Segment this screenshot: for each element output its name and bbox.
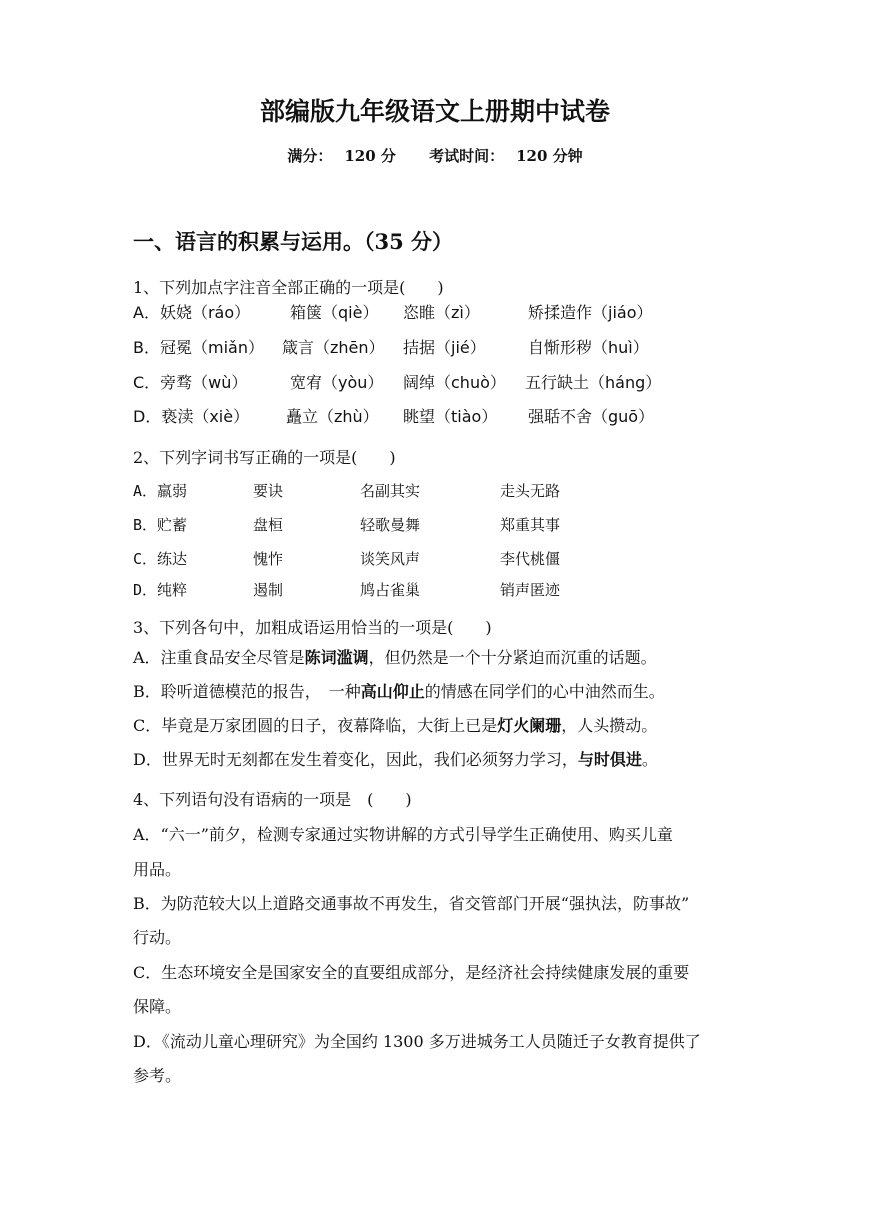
q2-option-d-3: 鸠占雀巢 <box>360 581 421 599</box>
q4-option-a-line1: A．“六一”前夕，检测专家通过实物讲解的方式引导学生正确使用、购买儿童 <box>133 825 673 844</box>
q2-option-c-2: 愧怍 <box>253 550 284 568</box>
question-1-stem: 1、下列加点字注音全部正确的一项是( ) <box>133 278 444 297</box>
q1-option-d-2: 矗立（zhù） <box>286 407 379 426</box>
q4-option-c-line1: C．生态环境安全是国家安全的直要组成部分，是经济社会持续健康发展的重要 <box>133 963 690 982</box>
q4-option-a-line2: 用品。 <box>133 860 182 879</box>
q3-option-c-post: ，人头攒动。 <box>561 716 658 735</box>
q2-option-c-3: 谈笑风声 <box>360 550 421 568</box>
q1-option-d-3: 眺望（tiào） <box>403 407 498 426</box>
q3-option-c <box>133 713 657 736</box>
q1-option-a-4: 矫揉造作（jiáo） <box>528 303 653 322</box>
time-label: 考试时间： <box>429 147 505 165</box>
q2-option-a-2: 要诀 <box>253 482 284 500</box>
page-title: 部编版九年级语文上册期中试卷 <box>259 97 610 126</box>
q2-option-b-2: 盘桓 <box>253 516 284 534</box>
q4-option-d-line2: 参考。 <box>133 1066 182 1085</box>
q2-option-a-1: A．羸弱 <box>133 482 188 500</box>
q2-option-b-4: 郑重其事 <box>500 516 561 534</box>
q3-option-b-idiom: 高山仰止 <box>360 682 425 701</box>
q2-option-c-1: C．练达 <box>133 550 188 568</box>
q3-option-a-post: ，但仍然是一个十分紧迫而沉重的话题。 <box>368 648 657 667</box>
q1-option-c-4: 五行缺土（háng） <box>525 373 662 392</box>
q2-option-b-1: B．贮蓄 <box>133 516 188 534</box>
q2-option-d-1: D．纯粹 <box>133 581 188 599</box>
q1-option-b-4: 自惭形秽（huì） <box>528 338 649 357</box>
q2-option-a-4: 走头无路 <box>500 482 561 500</box>
q3-option-a-idiom: 陈词滥调 <box>304 648 369 667</box>
question-3-stem: 3、下列各句中，加粗成语运用恰当的一项是( ) <box>133 618 492 637</box>
q4-option-b-line1: B．为防范较大以上道路交通事故不再发生，省交管部门开展“强执法，防事故” <box>133 894 690 913</box>
q4-option-d-line1: D．《流动儿童心理研究》为全国约 1300 多万进城务工人员随迁子女教育提供了 <box>133 1032 701 1051</box>
q3-option-c-idiom: 灯火阑珊 <box>497 716 562 735</box>
full-score-value: 120 分 <box>344 147 396 165</box>
q1-option-c-2: 宽宥（yòu） <box>290 373 384 392</box>
q2-option-b-3: 轻歌曼舞 <box>360 516 421 534</box>
full-score-label: 满分： <box>287 147 333 165</box>
q3-option-d-pre: D．世界无时无刻都在发生着变化，因此，我们必须努力学习， <box>133 750 578 769</box>
q3-option-d-post: 。 <box>641 750 658 769</box>
q1-option-a-3: 恣睢（zì） <box>403 303 480 322</box>
exam-meta <box>0 145 870 166</box>
question-2-stem: 2、下列字词书写正确的一项是( ) <box>133 448 396 467</box>
q3-option-a <box>133 645 657 668</box>
q3-option-b <box>133 679 665 702</box>
q1-option-d-4: 强聒不舍（guō） <box>528 407 655 426</box>
q1-option-b-2: 箴言（zhēn） <box>282 338 385 357</box>
q4-option-b-line2: 行动。 <box>133 928 182 947</box>
q1-option-b-1: B．冠冕（miǎn） <box>133 338 264 357</box>
q3-option-b-post: 的情感在同学们的心中油然而生。 <box>424 682 665 701</box>
q2-option-d-2: 遏制 <box>253 581 284 599</box>
q1-option-c-1: C．旁骛（wù） <box>133 373 248 392</box>
q1-option-a-1: A．妖娆（ráo） <box>133 303 251 322</box>
section-heading: 一、语言的积累与运用。（35 分） <box>133 229 454 254</box>
q3-option-b-pre: B．聆听道德模范的报告， 一种 <box>133 682 361 701</box>
q4-option-c-line2: 保障。 <box>133 997 182 1016</box>
question-4-stem: 4、下列语句没有语病的一项是 ( ) <box>133 790 412 809</box>
q2-option-d-4: 销声匿迹 <box>500 581 561 599</box>
q3-option-a-pre: A．注重食品安全尽管是 <box>133 648 305 667</box>
q2-option-c-4: 李代桃僵 <box>500 550 561 568</box>
q1-option-c-3: 阔绰（chuò） <box>403 373 506 392</box>
q1-option-a-2: 箱箧（qiè） <box>290 303 379 322</box>
q2-option-a-3: 名副其实 <box>360 482 421 500</box>
q3-option-c-pre: C．毕竟是万家团圆的日子，夜幕降临，大街上已是 <box>133 716 498 735</box>
q1-option-b-3: 拮据（jié） <box>403 338 486 357</box>
time-value: 120 分钟 <box>516 147 583 165</box>
q3-option-d <box>133 747 658 770</box>
q1-option-d-1: D．亵渎（xiè） <box>133 407 250 426</box>
q3-option-d-idiom: 与时俱进 <box>577 750 642 769</box>
